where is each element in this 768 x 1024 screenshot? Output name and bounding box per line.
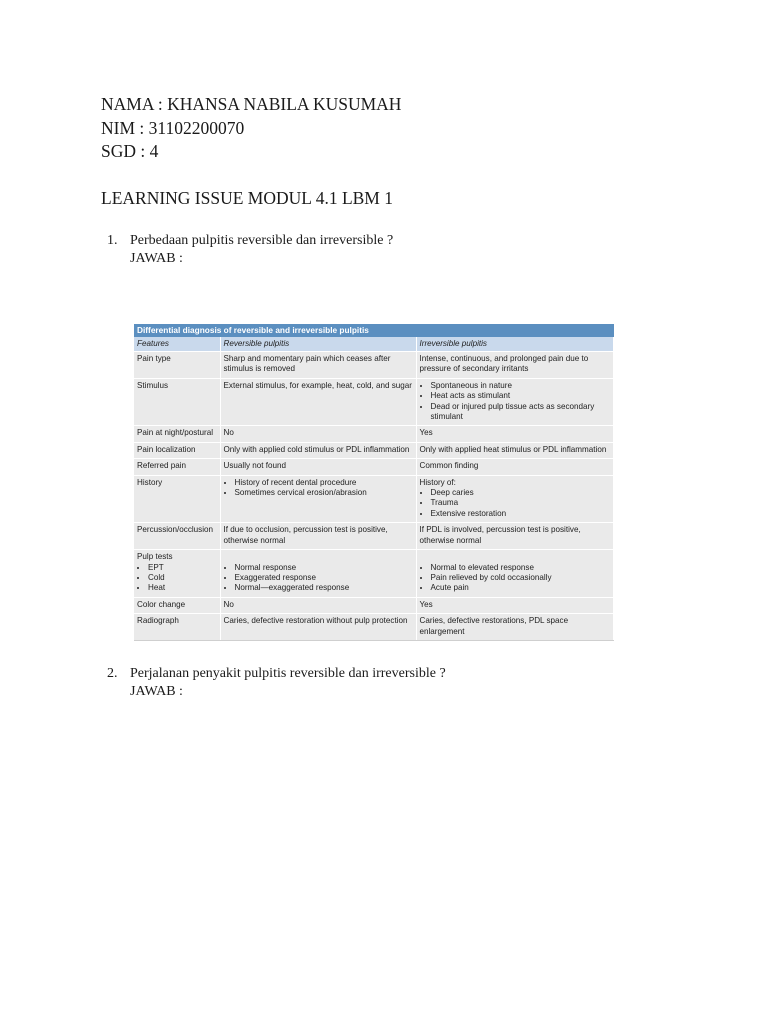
feature-cell: Percussion/occlusion: [134, 523, 220, 550]
list-item: • Normal—exaggerated response: [235, 583, 413, 593]
table-row: [134, 475, 613, 523]
student-nim: NIM : 31102200070: [101, 117, 245, 138]
list-item: • Dead or injured pulp tissue acts as secondary stimulant: [431, 402, 610, 423]
table-row: [134, 426, 613, 442]
irreversible-cell: If PDL is involved, percussion test is positive, otherwise normal: [416, 523, 613, 550]
list-item: • Cold: [148, 573, 217, 583]
list-item: • EPT: [148, 563, 217, 573]
reversible-cell: If due to occlusion, percussion test is positive, otherwise normal: [220, 523, 416, 550]
bullet-list: [224, 563, 413, 594]
student-name: NAMA : KHANSA NABILA KUSUMAH: [101, 94, 402, 114]
question-text: Perjalanan penyakit pulpitis reversible dan irreversible ?: [130, 666, 446, 681]
table-row: [134, 459, 613, 475]
reversible-cell: [220, 475, 416, 523]
reversible-cell: No: [220, 426, 416, 442]
feature-cell: Referred pain: [134, 459, 220, 475]
bullet-list: [420, 381, 610, 423]
reversible-cell: Only with applied cold stimulus or PDL inflammation: [220, 442, 416, 458]
feature-cell: Stimulus: [134, 378, 220, 426]
bullet-list: [420, 563, 610, 594]
reversible-cell: External stimulus, for example, heat, cold, and sugar: [220, 378, 416, 426]
bullet-list: [224, 478, 413, 499]
feature-cell: Pain type: [134, 352, 220, 379]
table-title: Differential diagnosis of reversible and irreversible pulpitis: [134, 324, 614, 337]
list-item: • History of recent dental procedure: [235, 478, 413, 488]
question-number: 1.: [107, 233, 118, 248]
irreversible-cell: Caries, defective restorations, PDL space enlargement: [416, 614, 613, 641]
table-row: [134, 550, 613, 598]
table-row: [134, 378, 613, 426]
reversible-cell: [220, 550, 416, 598]
table-row: [134, 352, 613, 379]
feature-cell: History: [134, 475, 220, 523]
list-item: • Pain relieved by cold occasionally: [431, 573, 610, 583]
list-item: • Normal response: [235, 563, 413, 573]
answer-label: JAWAB :: [130, 251, 183, 266]
question-text: Perbedaan pulpitis reversible dan irreversible ?: [130, 233, 394, 248]
header-features: Features: [134, 337, 220, 352]
feature-cell: Pain at night/postural: [134, 426, 220, 442]
irreversible-cell: [416, 378, 613, 426]
student-info: [101, 93, 401, 164]
question-2: [107, 665, 446, 701]
list-item: • Extensive restoration: [431, 509, 610, 519]
irreversible-cell: Yes: [416, 597, 613, 613]
differential-diagnosis-table-image: [134, 324, 613, 641]
question-number: 2.: [107, 666, 118, 681]
irreversible-cell: Only with applied heat stimulus or PDL inflammation: [416, 442, 613, 458]
table-row: [134, 442, 613, 458]
irreversible-cell: Yes: [416, 426, 613, 442]
list-item: • Heat: [148, 583, 217, 593]
history-intro: History of:: [419, 477, 456, 487]
list-item: • Heat acts as stimulant: [431, 391, 610, 401]
feature-cell: Radiograph: [134, 614, 220, 641]
header-irreversible: Irreversible pulpitis: [416, 337, 613, 352]
student-sgd: SGD : 4: [101, 141, 159, 161]
irreversible-cell: [416, 475, 613, 523]
question-1: [107, 232, 393, 268]
table-row: [134, 523, 613, 550]
table-row: [134, 614, 613, 641]
feature-cell: Pain localization: [134, 442, 220, 458]
table-row: [134, 597, 613, 613]
table-header-row: [134, 337, 613, 352]
reversible-cell: Caries, defective restoration without pulp protection: [220, 614, 416, 641]
reversible-cell: Sharp and momentary pain which ceases after stimulus is removed: [220, 352, 416, 379]
answer-label: JAWAB :: [130, 684, 183, 699]
irreversible-cell: Intense, continuous, and prolonged pain due to pressure of secondary irritants: [416, 352, 613, 379]
list-item: • Sometimes cervical erosion/abrasion: [235, 488, 413, 498]
feature-cell: Color change: [134, 597, 220, 613]
irreversible-cell: [416, 550, 613, 598]
learning-issue-title: LEARNING ISSUE MODUL 4.1 LBM 1: [101, 188, 393, 208]
list-item: • Acute pain: [431, 583, 610, 593]
list-item: • Normal to elevated response: [431, 563, 610, 573]
list-item: • Spontaneous in nature: [431, 381, 610, 391]
reversible-cell: Usually not found: [220, 459, 416, 475]
differential-diagnosis-table: [134, 324, 614, 641]
bullet-list: [137, 563, 217, 594]
irreversible-cell: Common finding: [416, 459, 613, 475]
list-item: • Exaggerated response: [235, 573, 413, 583]
reversible-cell: No: [220, 597, 416, 613]
feature-cell: [134, 550, 220, 598]
bullet-list: [420, 488, 610, 519]
pulp-tests-label: Pulp tests: [137, 552, 173, 562]
list-item: • Deep caries: [431, 488, 610, 498]
header-reversible: Reversible pulpitis: [220, 337, 416, 352]
list-item: • Trauma: [431, 498, 610, 508]
